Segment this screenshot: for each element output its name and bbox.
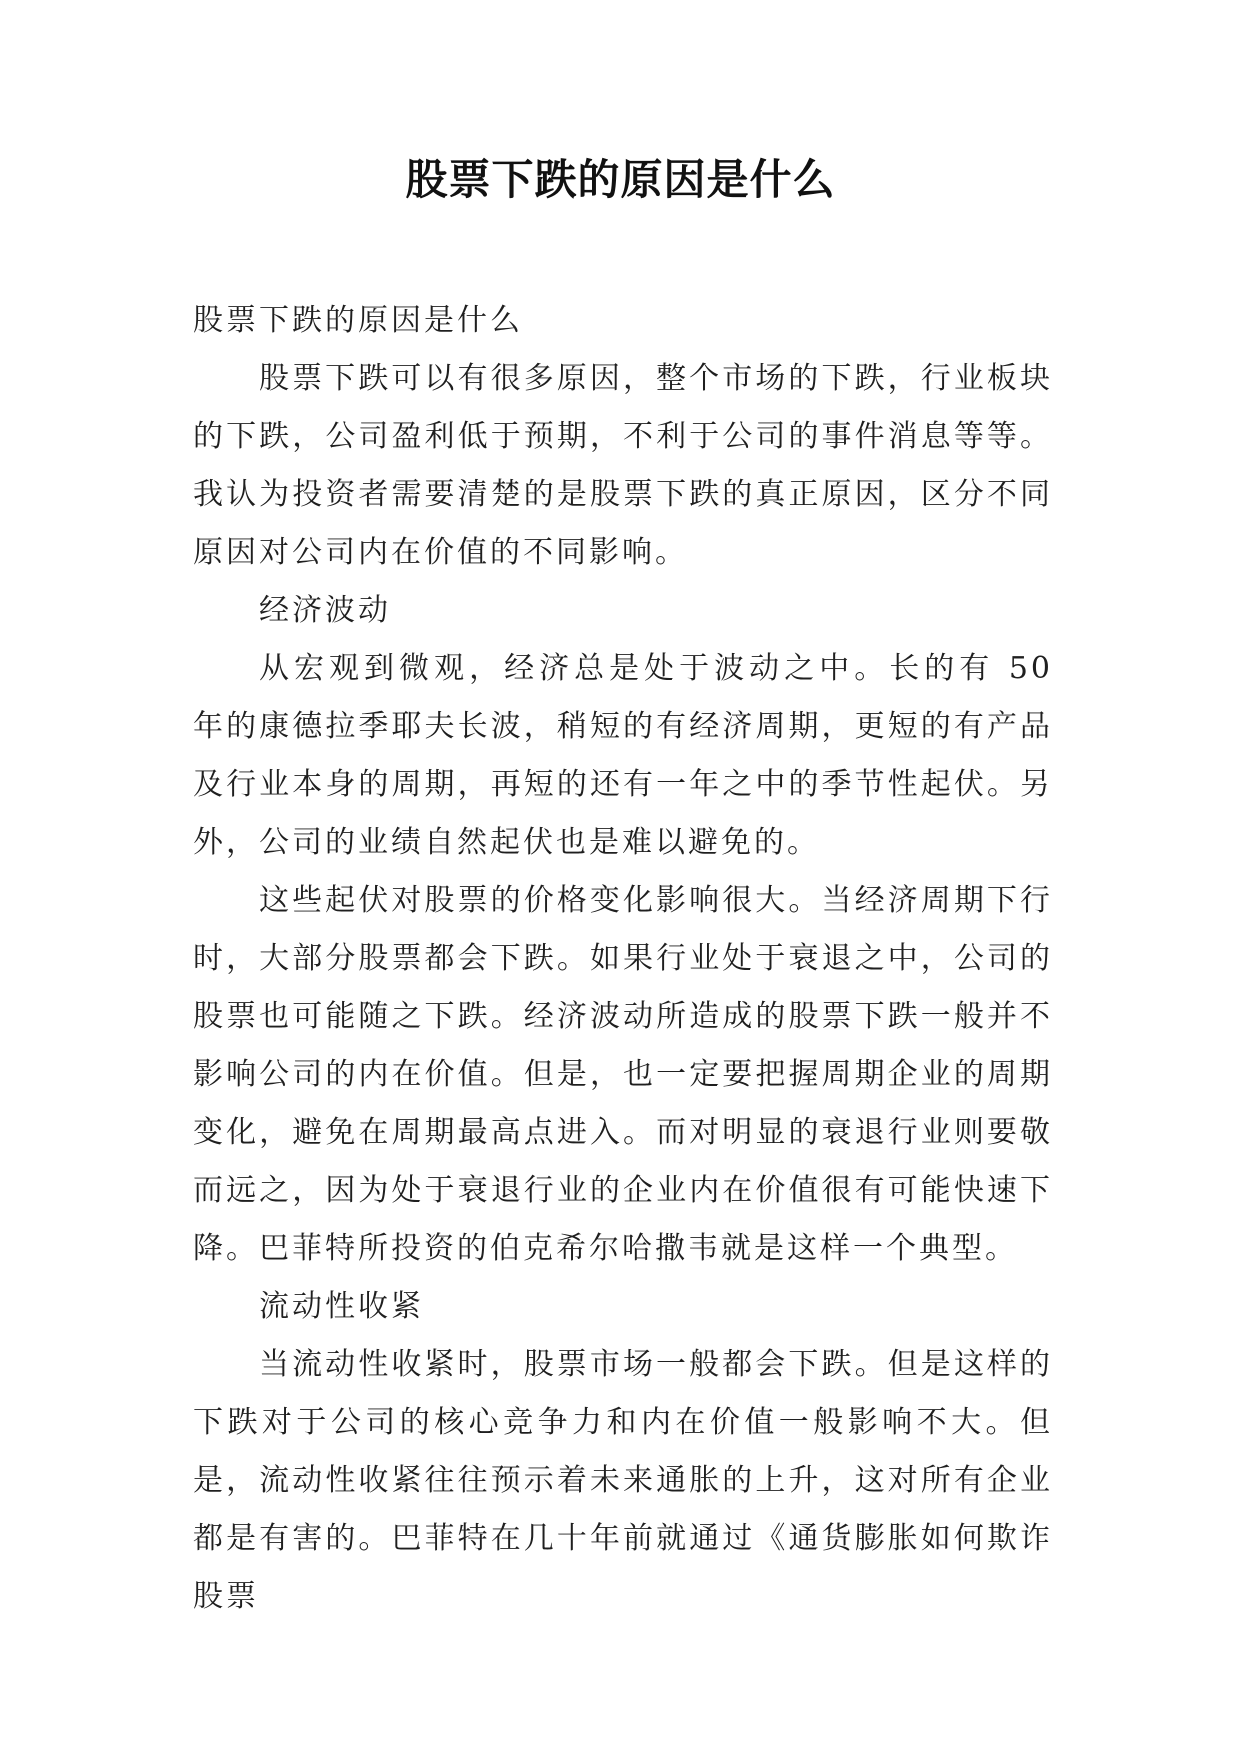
- section-heading-economic-fluctuation: 经济波动: [259, 593, 391, 628]
- paragraph-liquidity: 当流动性收紧时，股票市场一般都会下跌。但是这样的下跌对于公司的核心竞争力和内在价值一般影响不大。但是，流动性收紧往往预示着未来通胀的上升，这对所有企业都是有害的。巴菲特在几十年前就通过《通货膨胀如何欺诈股票: [193, 1347, 1053, 1614]
- document-title: 股票下跌的原因是什么: [405, 155, 836, 204]
- document-body: [193, 292, 1053, 1626]
- paragraph-economic-cycles: 从宏观到微观，经济总是处于波动之中。长的有 50 年的康德拉季耶夫长波，稍短的有经济周期，更短的有产品及行业本身的周期，再短的还有一年之中的季节性起伏。另外，公司的业绩自然起伏也是难以避免的。: [193, 651, 1053, 860]
- section-heading-liquidity-tightening: 流动性收紧: [259, 1289, 424, 1324]
- document-subtitle: 股票下跌的原因是什么: [193, 303, 523, 338]
- paragraph-intro: 股票下跌可以有很多原因，整个市场的下跌，行业板块的下跌，公司盈利低于预期，不利于公司的事件消息等等。我认为投资者需要清楚的是股票下跌的真正原因，区分不同原因对公司内在价值的不同影响。: [193, 361, 1053, 570]
- paragraph-cycle-impact: 这些起伏对股票的价格变化影响很大。当经济周期下行时，大部分股票都会下跌。如果行业处于衰退之中，公司的股票也可能随之下跌。经济波动所造成的股票下跌一般并不影响公司的内在价值。但是，也一定要把握周期企业的周期变化，避免在周期最高点进入。而对明显的衰退行业则要敬而远之，因为处于衰退行业的企业内在价值很有可能快速下降。巴菲特所投资的伯克希尔哈撒韦就是这样一个典型。: [193, 883, 1053, 1266]
